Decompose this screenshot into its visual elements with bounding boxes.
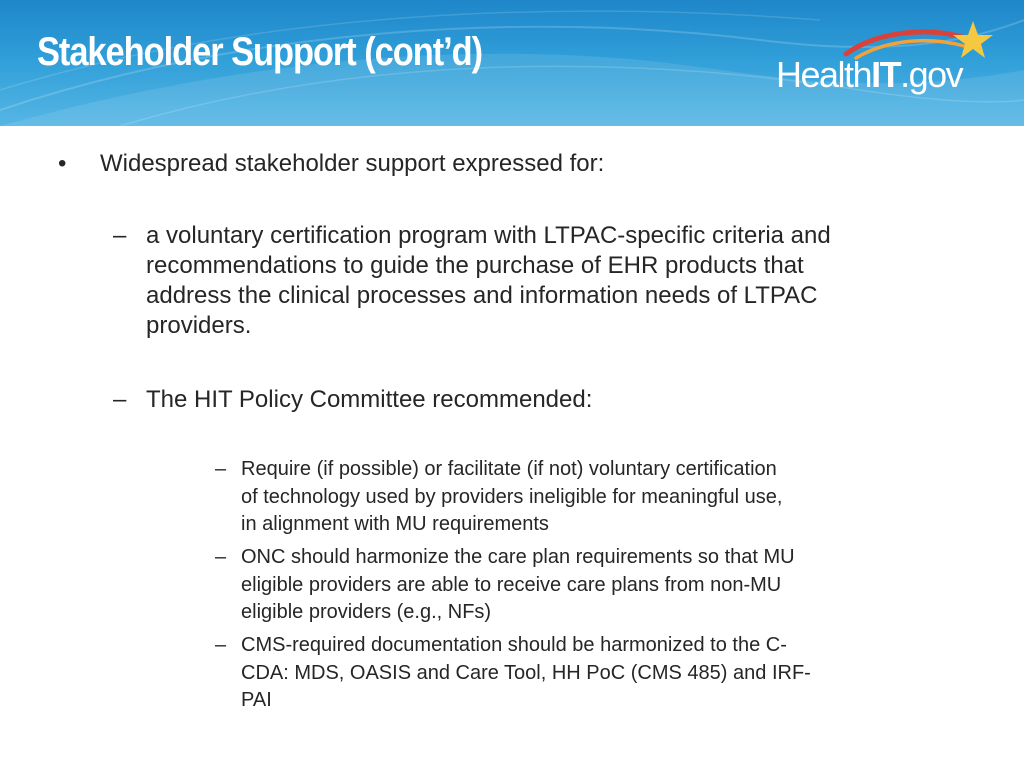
text-line: CDA: MDS, OASIS and Care Tool, HH PoC (CMS 485) and IRF- (241, 661, 811, 684)
dash-icon: – (113, 386, 127, 413)
text-line: CMS-required documentation should be harmonized to the C- (241, 634, 787, 656)
bullet-dot-icon: • (58, 150, 67, 177)
bullet-text (241, 456, 782, 539)
text-line: PAI (241, 689, 272, 711)
bullet-text (241, 544, 795, 627)
logo-it: IT (871, 54, 901, 95)
text-line: recommendations to guide the purchase of EHR products that (146, 252, 804, 279)
text-line: eligible providers are able to receive care plans from non-MU (241, 573, 782, 596)
logo-gov: .gov (900, 54, 963, 95)
bullet-text: Widespread stakeholder support expressed for: (100, 150, 605, 177)
dash-icon: – (215, 458, 227, 480)
slide-title: Stakeholder Support (cont’d) (37, 30, 483, 74)
logo-wordmark (776, 54, 962, 96)
dash-icon: – (113, 222, 127, 249)
text-line: Require (if possible) or facilitate (if not) voluntary certification (241, 458, 777, 480)
text-line: eligible providers (e.g., NFs) (241, 601, 492, 623)
text-line: providers. (146, 312, 252, 339)
dash-icon: – (215, 634, 227, 656)
dash-icon: – (215, 546, 227, 568)
logo-health: Health (776, 54, 872, 95)
text-line: address the clinical processes and information needs of LTPAC (146, 282, 818, 309)
text-line: a voluntary certification program with LTPAC-specific criteria and (146, 222, 831, 249)
bullet-text (146, 385, 592, 415)
text-line: ONC should harmonize the care plan requirements so that MU (241, 546, 795, 568)
slide-header (0, 0, 1024, 126)
bullet-text (146, 221, 831, 341)
text-line: in alignment with MU requirements (241, 513, 549, 535)
bullet-text (241, 632, 811, 715)
slide-body (0, 126, 1024, 768)
text-line: The HIT Policy Committee recommended: (146, 386, 593, 413)
text-line: of technology used by providers ineligible for meaningful use, (241, 485, 783, 508)
healthit-logo (776, 18, 1006, 108)
